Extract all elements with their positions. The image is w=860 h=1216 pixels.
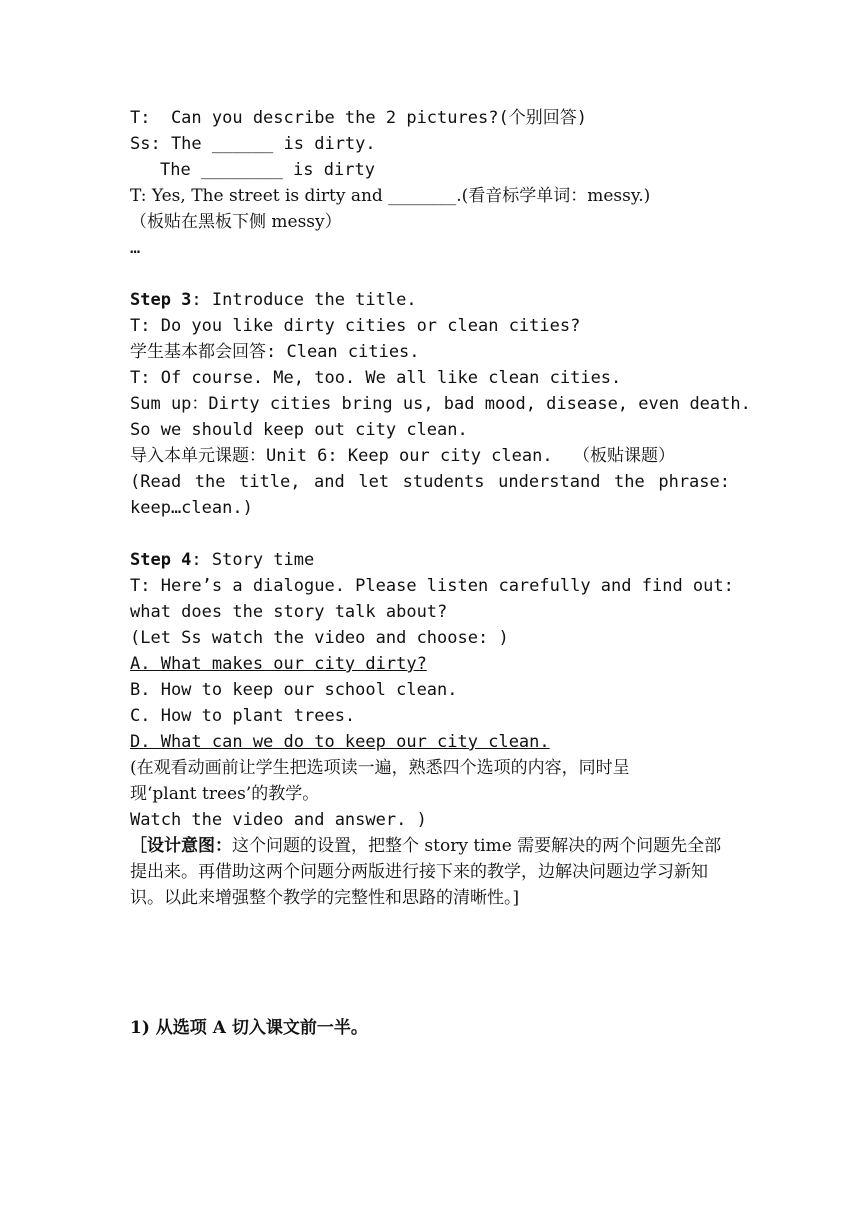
text-line: what does the story talk about? [130,602,448,622]
text-line: 导入本单元课题：Unit 6: Keep our city clean. （板贴课题） [130,446,676,466]
text-line: (Read the title, and let students understand the phrase: [130,472,730,492]
design-intent-text: 这个问题的设置，把整个 story time 需要解决的两个问题先全部提出来。再借助这两个问题分两版进行接下来的教学，边解决问题边学习新知识。以此来增强整个教学的完整性和思路的清晰性。] [130,836,722,908]
subsection-heading: 1) 从选项 A 切入课文前一半。 [130,1018,368,1038]
text-line: 学生基本都会回答: Clean cities. [130,342,420,362]
text-line: （板贴在黑板下侧 messy） [130,212,342,232]
ellipsis-line: … [130,238,141,258]
step-text: : Introduce the title. [191,290,417,310]
text-line: Sum up：Dirty cities bring us, bad mood, disease, even death. [130,394,751,414]
text-line: (Let Ss watch the video and choose: ) [130,628,509,648]
design-intent-label: ［设计意图： [130,836,232,856]
option-d: D. What can we do to keep our city clean. [130,732,550,752]
text-line: Watch the video and answer. ) [130,810,427,830]
step-label: Step 3 [130,290,192,310]
step-3-heading [130,287,417,313]
text-line: (在观看动画前让学生把选项读一遍，熟悉四个选项的内容，同时呈 [130,758,630,778]
text-line: T: Can you describe the 2 pictures?(个别回答) [130,108,587,128]
option-b: B. How to keep our school clean. [130,680,458,700]
text-line: keep…clean.) [130,498,253,518]
step-label: Step 4 [130,550,192,570]
text-line: T: Do you like dirty cities or clean cities? [130,316,581,336]
text-line: T: Here’s a dialogue. Please listen carefully and find out: [130,576,734,596]
text-line: So we should keep out city clean. [130,420,468,440]
design-intent-note [130,833,735,911]
text-line: 现‘plant trees’的教学。 [130,784,320,804]
text-line: T: Yes, The street is dirty and ________.(看音标学单词：messy.) [130,186,651,206]
option-a: A. What makes our city dirty? [130,654,427,674]
text-line: Ss: The ______ is dirty. [130,134,376,154]
text-line: The ________ is dirty [160,160,375,180]
text-line: T: Of course. Me, too. We all like clean cities. [130,368,622,388]
step-text: : Story time [191,550,315,570]
step-4-heading [130,547,314,573]
option-c: C. How to plant trees. [130,706,356,726]
